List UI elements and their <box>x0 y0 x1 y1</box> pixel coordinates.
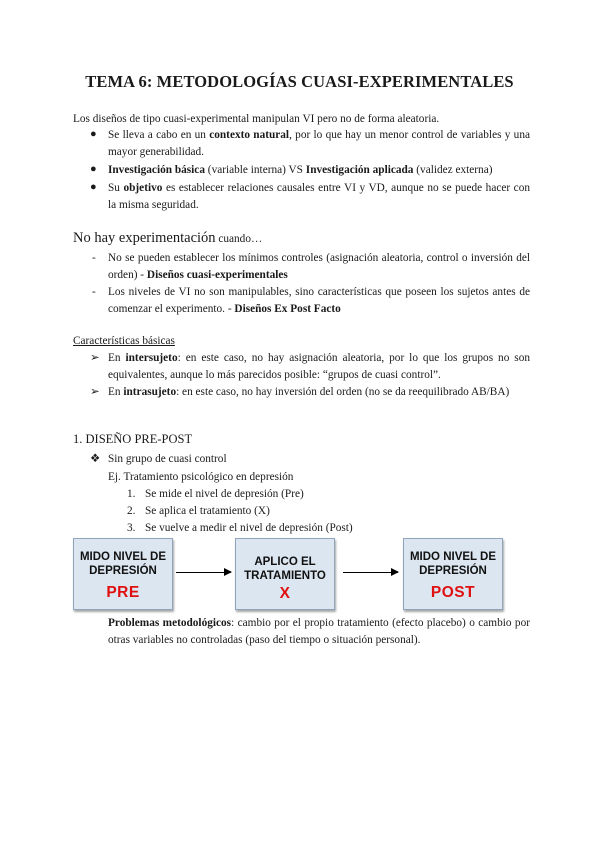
heading-text: No hay experimentación <box>73 230 216 246</box>
text: Su <box>108 182 124 194</box>
box-code-pre: PRE <box>106 584 140 601</box>
item-intrasujeto <box>108 384 530 401</box>
diagram-box-tratamiento <box>235 538 335 610</box>
box-code-post: POST <box>430 584 476 601</box>
item-intersujeto <box>108 350 530 384</box>
text: es establecer relaciones causales entre VI y VD, aunque no se puede hacer con la misma seguridad. <box>108 182 530 211</box>
text: No se pueden establecer los mínimos controles (asignación aleatoria, control o inversión del orden) - <box>108 252 530 281</box>
dash-icon: - <box>92 286 96 298</box>
box-code-x: X <box>279 585 291 602</box>
section-heading-caracteristicas: Características básicas <box>73 335 175 347</box>
text: (validez externa) <box>413 164 493 176</box>
heading-suffix: cuando… <box>215 233 263 245</box>
bullet-icon: ● <box>90 163 97 175</box>
arrow-right-icon <box>176 572 231 573</box>
step-item: Se aplica el tratamiento (X) <box>145 505 270 517</box>
box-label-line2: TRATAMIENTO <box>244 570 326 582</box>
bold-text: intersujeto <box>125 352 178 364</box>
box-label-line1: MIDO NIVEL DE <box>79 551 167 563</box>
text: En <box>108 386 124 398</box>
problemas-metodologicos <box>108 615 530 649</box>
step-item: Se vuelve a medir el nivel de depresión (Post) <box>145 522 353 534</box>
bold-text: intrasujeto <box>123 386 177 398</box>
diamond-icon: ❖ <box>90 453 101 465</box>
bold-text: contexto natural <box>209 129 290 141</box>
text: : en este caso, no hay asignación aleatoria, por lo que los grupos no son equivalentes, aunque lo más parecidos posible: “grupos de cuasi control”. <box>108 352 530 381</box>
dash-item-ex-post-facto <box>108 284 530 318</box>
diagram-box-pre <box>73 538 173 610</box>
step-number: 1. <box>127 488 136 500</box>
bullet-investigacion <box>108 162 538 179</box>
diagram-box-post <box>403 538 503 610</box>
bullet-contexto-natural <box>108 127 530 161</box>
bold-text: Diseños Ex Post Facto <box>234 303 341 315</box>
step-number: 2. <box>127 505 136 517</box>
box-label-line2: DEPRESIÓN <box>89 565 157 577</box>
text: Los niveles de VI no son manipulables, sino características que poseen los sujetos antes de comenzar el experimento. - <box>108 286 530 315</box>
text: En <box>108 352 126 364</box>
bold-text: Diseños cuasi-experimentales <box>146 269 288 281</box>
arrowhead-icon: ➢ <box>90 352 100 364</box>
arrowhead-icon: ➢ <box>90 386 100 398</box>
bold-text: Problemas metodológicos <box>108 617 232 629</box>
text: : cambio por el propio tratamiento (efecto placebo) o cambio por otras variables no controladas (paso del tiempo o situación personal). <box>108 617 530 646</box>
text: (variable interna) VS <box>204 164 306 176</box>
bullet-icon: ● <box>90 128 97 140</box>
text: : en este caso, no hay inversión del orden (no se da reequilibrado AB/BA) <box>176 386 510 398</box>
bold-text: Investigación aplicada <box>305 164 414 176</box>
dash-icon: - <box>92 252 96 264</box>
section-heading-diseno-pre-post: 1. DISEÑO PRE-POST <box>73 432 193 446</box>
dash-item-cuasi <box>108 250 530 284</box>
example-line: Ej. Tratamiento psicológico en depresión <box>108 471 294 483</box>
bullet-icon: ● <box>90 181 97 193</box>
page-title: TEMA 6: METODOLOGÍAS CUASI-EXPERIMENTALES <box>85 72 514 91</box>
item-sin-grupo-control: Sin grupo de cuasi control <box>108 453 227 465</box>
text: Se lleva a cabo en un <box>108 129 210 141</box>
text: , por lo que hay un menor control de variables y una mayor generabilidad. <box>108 129 530 158</box>
bold-text: Investigación básica <box>108 164 205 176</box>
bullet-objetivo <box>108 180 530 214</box>
step-item: Se mide el nivel de depresión (Pre) <box>145 488 304 500</box>
intro-paragraph: Los diseños de tipo cuasi-experimental manipulan VI pero no de forma aleatoria. <box>73 113 440 125</box>
box-label-line1: APLICO EL <box>254 556 316 568</box>
box-label-line2: DEPRESIÓN <box>419 565 487 577</box>
section-heading-no-experimentacion <box>73 230 262 247</box>
bold-text: objetivo <box>123 182 163 194</box>
step-number: 3. <box>127 522 136 534</box>
box-label-line1: MIDO NIVEL DE <box>409 551 497 563</box>
arrow-right-icon <box>343 572 398 573</box>
